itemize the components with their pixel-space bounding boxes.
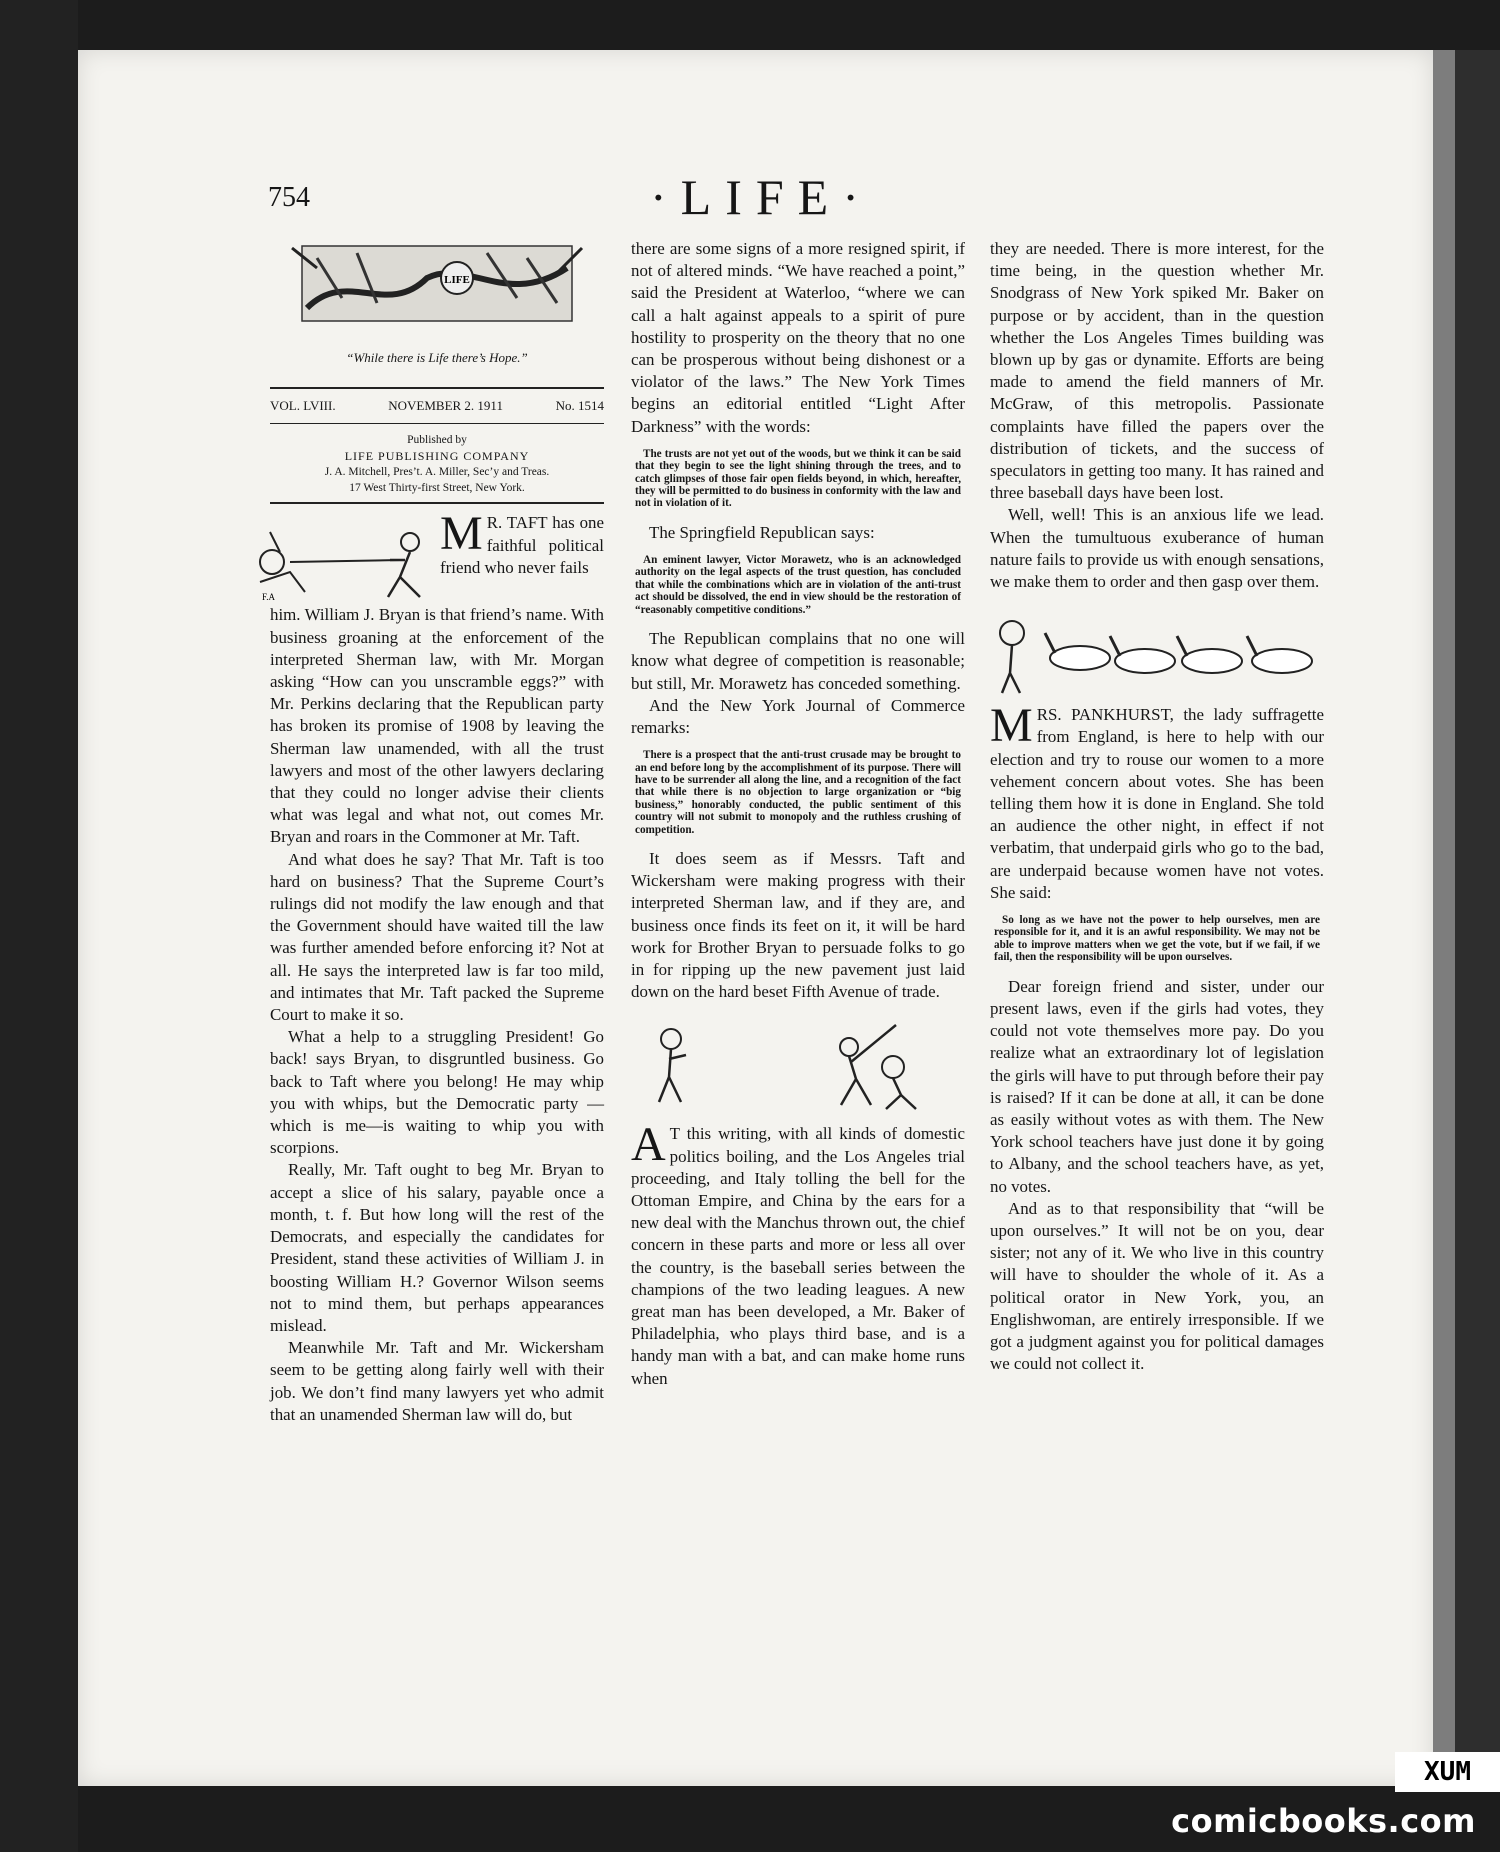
scan-border-left bbox=[0, 0, 78, 1852]
svg-text:LIFE: LIFE bbox=[444, 274, 470, 286]
publisher-block bbox=[270, 432, 604, 496]
paragraph bbox=[631, 1118, 965, 1389]
paragraph: It does seem as if Messrs. Taft and Wickersham were making progress with their interpreted Sherman law, and if they are, and business once finds its feet on it, it will be hard work for Brother Bryan to persuade folks to go in for ripping up the new pavement just laid down on the hard beset Fifth Avenue of trade. bbox=[631, 848, 965, 1002]
masthead-caption: “While there is Life there’s Hope.” bbox=[346, 350, 528, 365]
publisher-company: LIFE PUBLISHING COMPANY bbox=[344, 449, 530, 464]
lead-sentence: R. TAFT has one faithful political friend who never fails bbox=[440, 513, 604, 577]
publisher-address: 17 West Thirty-first Street, New York. bbox=[349, 482, 525, 495]
block-quote: There is a prospect that the anti-trust crusade may be brought to an end before long by the accomplishment of its purpose. There will have to be surrender all along the line, and a recognition of the fact that while there is no objection to large organization or “big business,” honorably conducted, the public sentiment of this country will not submit to monopoly and the ruthless crushing of competition. bbox=[635, 749, 961, 836]
paragraph: they are needed. There is more interest, for the time being, in the question whether Mr. Snodgrass of New York spiked Mr. Baker on purpose or by accident, than in the question whether the Los Angeles Times building was blown up by gas or dynamite. Efforts are being made to amend the field manners of Mr. McGraw, of this metropolis. Passionate complaints have filled the papers over the distribution of tickets, and the success of speculators in getting too many. It has rained and three baseball days have been lost. bbox=[990, 239, 1324, 503]
site-watermark: comicbooks.com bbox=[1171, 1802, 1476, 1840]
page-edge bbox=[1433, 50, 1455, 1786]
tug-of-war-illustration bbox=[250, 512, 440, 604]
baseball-illustration bbox=[631, 1017, 965, 1117]
volume-line bbox=[270, 387, 604, 424]
paragraph: What a help to a struggling President! Go back! says Bryan, to disgruntled business. Go back to Taft where you belong! He may whip you with whips, but the Democratic party —which is me—is waiting to whip you with scorpions. bbox=[270, 1027, 604, 1158]
paragraph bbox=[990, 699, 1324, 904]
issue-date: NOVEMBER 2. 1911 bbox=[388, 398, 503, 414]
masthead-title: ·LIFE· bbox=[650, 169, 873, 225]
paragraph-text: RS. PANKHURST, the lady suffragette from England, is here to help with our election and try to rouse our women to a more vehement concern about votes. She has been telling them how it is done in England. She told an audience the other night, in effect if not verbatim, that underpaid girls who go to the bad, are underpaid because women have not votes. She said: bbox=[990, 705, 1324, 902]
block-quote: The trusts are not yet out of the woods, but we think it can be said that they begin to see the light shining through the trees, and to catch glimpses of those fair open fields beyond, in which, hereafter, they will be permitted to do business in conformity with the law and not in violation of it. bbox=[635, 447, 961, 510]
page-number: 754 bbox=[268, 182, 310, 213]
block-quote: An eminent lawyer, Victor Morawetz, who is an acknowledged authority on the legal aspects of the trust question, has concluded that while the combinations which are in violation of the anti-trust act should be dissolved, the end in view should be the restoration of “reasonably competitive conditions.” bbox=[635, 554, 961, 616]
block-quote: So long as we have not the power to help ourselves, men are responsible for it, and it is an awful responsibility. We may not be able to improve matters when we get the vote, but if we fail, if we fail, then the responsibility will be upon ourselves. bbox=[994, 914, 1320, 964]
paragraph: Well, well! This is an anxious life we lead. When the tumultuous exuberance of human nature fails to provide us with enough sensations, we make them to order and then gasp over them. bbox=[990, 505, 1325, 592]
paragraph: there are some signs of a more resigned spirit, if not of altered minds. “We have reached a point,” said the President at Waterloo, “where we can call a halt against appeals to a spirit of pure hostility to prosperity on the theory that no one can be prosperous without being dishonest or a violator of the laws.” The New York Times begins an editorial entitled “Light After Darkness” with the words: bbox=[631, 239, 965, 436]
life-masthead-illustration bbox=[287, 238, 587, 343]
paragraph: And what does he say? That Mr. Taft is too hard on business? That the Supreme Court’s rulings did not modify the law enough and that the Government should have waited till the law was further amended before enforcing it? Not at all. He says the interpreted law is far too mild, and intimates that Mr. Taft packed the Supreme Court to make it so. bbox=[270, 849, 604, 1025]
paragraph: Dear foreign friend and sister, under our present laws, even if the girls had votes, they could not vote themselves more pay. Do you realize what an extraordinary lot of legislation the girls will have to put through before their pay is raised? If it can be done at all, it can be done as easily without votes as with them. The New York school teachers have just done it by going to Albany, and the school teachers have, as yet, no votes. bbox=[990, 976, 1324, 1196]
lead-row bbox=[262, 507, 604, 604]
paragraph: Really, Mr. Taft ought to beg Mr. Bryan to accept a slice of his salary, payable once a month, t. f. But how long will the rest of the Democrats, and especially the candidates for President, stand these activities of William J. in boosting William H.? Governor Wilson seems not to mind them, but perhaps appearances mislead. bbox=[270, 1160, 604, 1335]
dropcap: A bbox=[631, 1118, 666, 1172]
column-3 bbox=[990, 238, 1324, 1375]
published-by: Published by bbox=[407, 434, 467, 447]
dropcap: M bbox=[990, 699, 1033, 753]
svg-text:F.A: F.A bbox=[262, 592, 276, 603]
volume: VOL. LVIII. bbox=[270, 398, 336, 414]
column-1 bbox=[262, 238, 604, 1426]
next-page-edge bbox=[1455, 50, 1500, 1786]
dropcap: M bbox=[440, 507, 483, 561]
issue-number: No. 1514 bbox=[555, 398, 604, 414]
lead-text bbox=[440, 507, 604, 579]
divider bbox=[270, 502, 604, 504]
paragraph-text: T this writing, with all kinds of domestic politics boiling, and the Los Angeles trial proceeding, and Italy tolling the bell for the Ottoman Empire, and China by the ears for a new deal with the Manchus thrown out, the chief concern in these parts and more or less all over the country, is the baseball series between the champions of the two leading leagues. A new great man has been developed, a Mr. Baker of Philadelphia, who plays third base, and is a handy man with a bat, and can make home runs when bbox=[631, 1124, 965, 1388]
corner-badge: XUM bbox=[1395, 1752, 1500, 1792]
paragraph: him. William J. Bryan is that friend’s name. With business groaning at the enforcement of the interpreted Sherman law, with Mr. Morgan asking “How can you unscramble eggs?” with Mr. Perkins declaring that the Republican party has broken its promise of 1908 by leaving the Sherman law unamended, with all the trust lawyers and most of the other lawyers declaring that they could no longer advise their clients what was legal and what not, out comes Mr. Bryan and roars in the Commoner at Mr. Taft. bbox=[270, 605, 604, 847]
paragraph: And as to that responsibility that “will be upon ourselves.” It will not be on you, dear sister; not any of it. We who live in this country will have to shoulder the whole of it. As a political orator in New York, you, an Englishwoman, are entirely irresponsible. If we got a judgment against you for political damages we could not collect it. bbox=[990, 1198, 1324, 1374]
geese-illustration bbox=[990, 603, 1324, 698]
column-2 bbox=[631, 238, 965, 1390]
paragraph: Meanwhile Mr. Taft and Mr. Wickersham seem to be getting along fairly well with their job. We don’t find many lawyers yet who admit that an unamended Sherman law will do, but bbox=[270, 1338, 604, 1424]
paragraph: The Springfield Republican says: bbox=[649, 522, 875, 542]
paragraph: And the New York Journal of Commerce remarks: bbox=[631, 695, 965, 737]
paragraph: The Republican complains that no one will know what degree of competition is reasonable; but still, Mr. Morawetz has conceded something. bbox=[631, 629, 965, 693]
publisher-officers: J. A. Mitchell, Pres’t. A. Miller, Sec’y and Treas. bbox=[324, 466, 550, 479]
